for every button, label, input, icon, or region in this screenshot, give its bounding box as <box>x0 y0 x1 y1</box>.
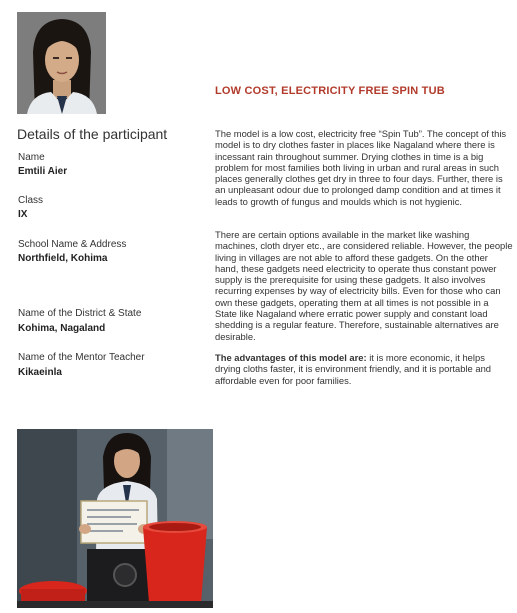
advantages-lead: The advantages of this model are: <box>215 352 367 363</box>
paragraph-options: There are certain options available in the market like washing machines, cloth dryer etc., are considered reliable. However, the people living in villages are not able to afford these gadgets. On the other hand, these gadgets need electricity to operate thus constant power supply is the prerequisite for using these gadgets. It also involves recurring expenses by way of electricity bills. Even for those who can own these gadgets, operating them at all times is not possible in a State like Nagaland where erratic power supply and constant load shedding is a regular feature. Therefore, sustainable alternatives are desirable. <box>215 229 513 342</box>
class-label: Class <box>18 195 44 206</box>
participant-with-model-photo <box>17 429 213 608</box>
paragraph-concept: The model is a low cost, electricity free “Spin Tub”. The concept of this model is to dry clothes faster in places like Nagaland where there is incessant rain throughout summer. Drying clothes in time is a big problem for most families both living in urban and rural areas in such places generally clothes get dry in three to four days. Further, there is an unpleasant odour due to prolonged damp condition and at times it leads to growth of fungus and moulds which is not hygienic. <box>215 128 507 207</box>
school-value: Northfield, Kohima <box>18 253 108 264</box>
district-label: Name of the District & State <box>18 308 142 319</box>
class-value: IX <box>18 209 28 220</box>
details-heading: Details of the participant <box>17 126 168 142</box>
participant-portrait <box>17 12 106 114</box>
advantages-text: it is more economic, it helps drying cloths faster, it is environment friendly, and it is portable and affordable even for poor families. <box>215 352 492 386</box>
paragraph-advantages <box>215 352 513 386</box>
school-label: School Name & Address <box>18 239 127 250</box>
document-title: LOW COST, ELECTRICITY FREE SPIN TUB <box>215 85 445 97</box>
name-label: Name <box>18 152 45 163</box>
district-value: Kohima, Nagaland <box>18 323 106 334</box>
name-value: Emtili Aier <box>18 166 68 177</box>
mentor-value: Kikaeinla <box>18 367 62 378</box>
mentor-label: Name of the Mentor Teacher <box>18 352 145 363</box>
